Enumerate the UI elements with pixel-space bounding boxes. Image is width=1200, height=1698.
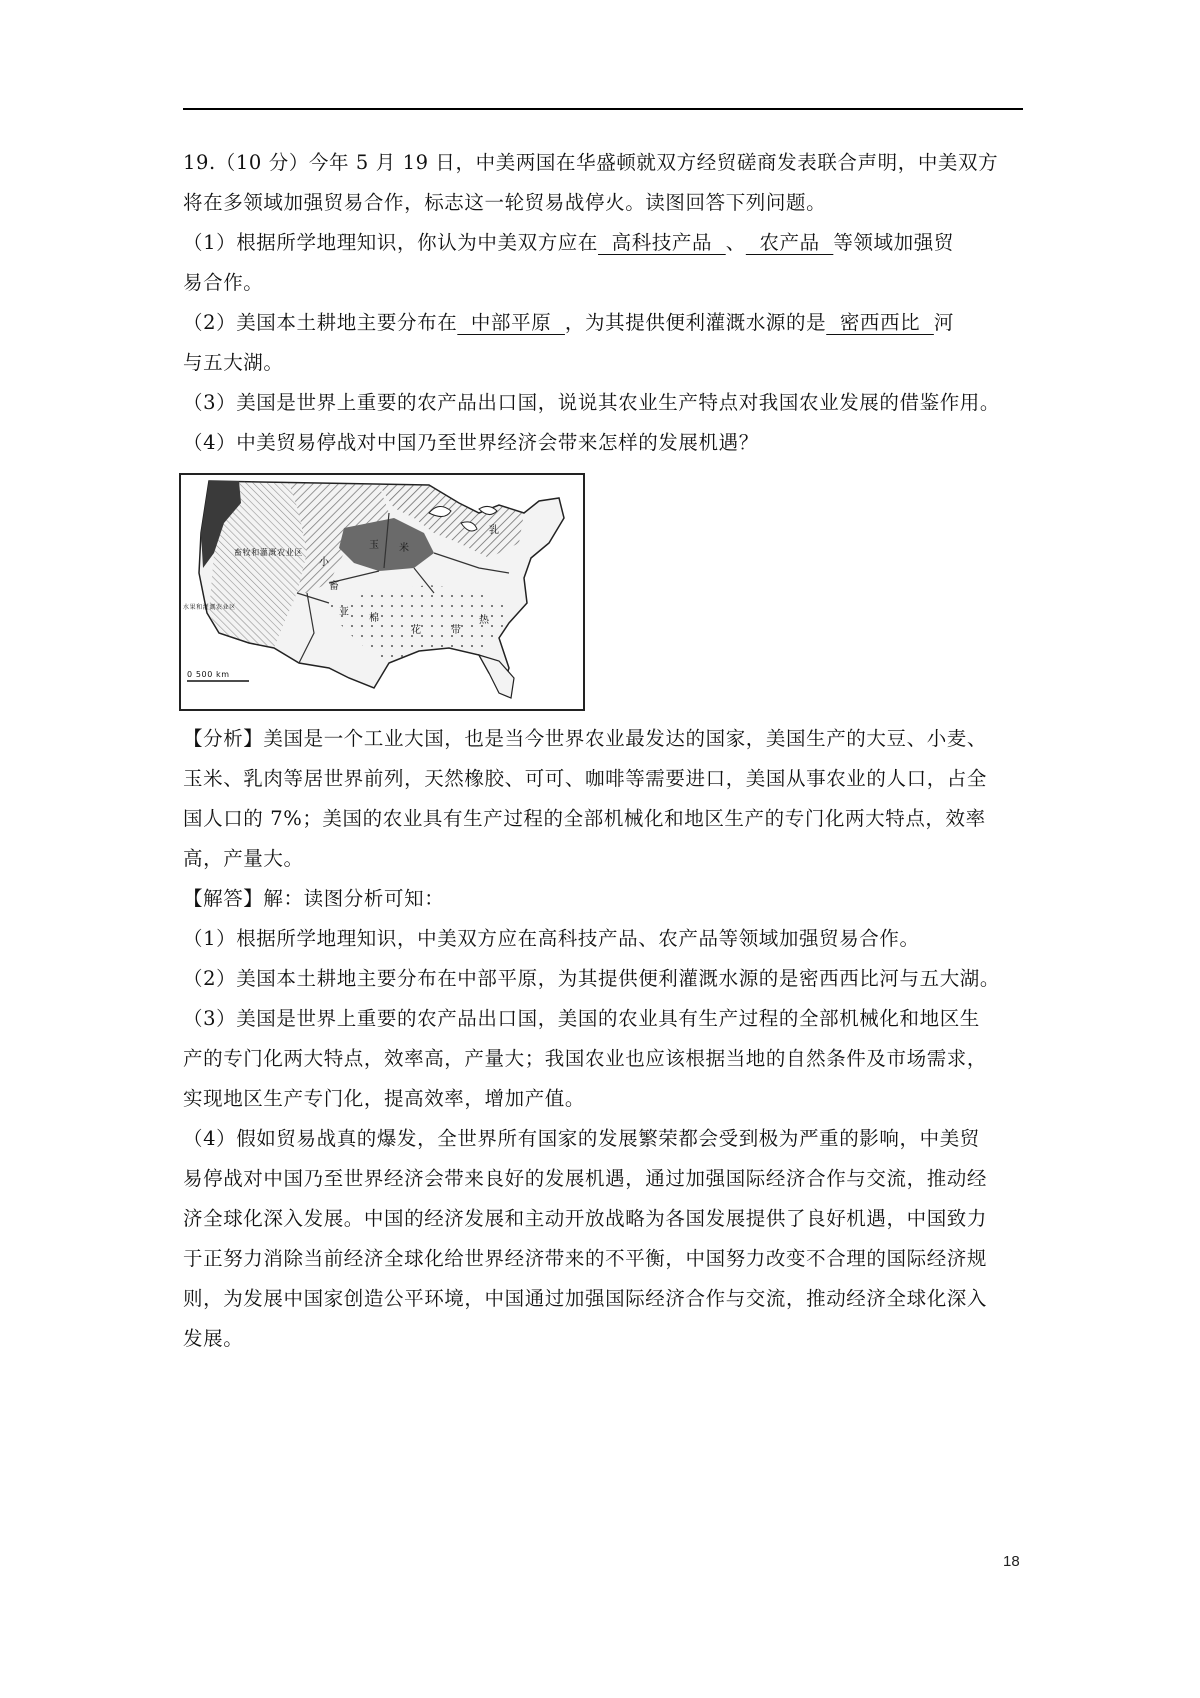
analysis-line4: 高，产量大。 [183, 847, 304, 870]
analysis-line2: 玉米、乳肉等居世界前列，天然橡胶、可可、咖啡等需要进口，美国从事农业的人口，占全 [183, 767, 988, 790]
label-west: 畜牧和灌溉农业区 [234, 548, 303, 557]
q1-prefix: （1）根据所学地理知识，你认为中美双方应在 [183, 231, 599, 254]
map-symbol-8: 乳 [489, 525, 500, 536]
answer-4-line1: （4）假如贸易战真的爆发，全世界所有国家的发展繁荣都会受到极为严重的影响，中美贸 [183, 1127, 980, 1150]
question-intro-line2: 将在多领域加强贸易合作，标志这一轮贸易战停火。读图回答下列问题。 [183, 191, 827, 214]
map-symbol-9: 畜 [329, 581, 340, 592]
q1-mid: 、 [725, 231, 746, 254]
q2-mid: ，为其提供便利灌溉水源的是 [564, 311, 827, 334]
header-rule [183, 108, 1023, 110]
map-symbol-6: 亚 [339, 607, 350, 618]
question-3: （3）美国是世界上重要的农产品出口国，说说其农业生产特点对我国农业发展的借鉴作用。 [183, 391, 1001, 414]
answer-4-line2: 易停战对中国乃至世界经济会带来良好的发展机遇，通过加强国际经济合作与交流，推动经 [183, 1167, 988, 1190]
map-symbol-2: 米 [399, 543, 410, 554]
answer-head: 【解答】解：读图分析可知： [183, 887, 445, 910]
q1-answer-blank-2: 农产品 [745, 231, 834, 254]
document-body [183, 143, 1028, 1359]
question-1-line2: 易合作。 [183, 271, 264, 294]
answer-3-line2: 产的专门化两大特点，效率高，产量大；我国农业也应该根据当地的自然条件及市场需求， [183, 1047, 988, 1070]
answer-3-line1: （3）美国是世界上重要的农产品出口国，美国的农业具有生产过程的全部机械化和地区生 [183, 1007, 980, 1030]
answer-4-line4: 于正努力消除当前经济全球化给世界经济带来的不平衡，中国努力改变不合理的国际经济规 [183, 1247, 988, 1270]
q2-answer-blank-2: 密西西比 [826, 311, 934, 334]
label-pacific: 水果和灌溉农业区 [183, 604, 236, 611]
question-2-line2: 与五大湖。 [183, 351, 284, 374]
question-2 [183, 303, 1028, 343]
scale-label: 0 500 km [187, 670, 230, 679]
q1-answer-blank-1: 高科技产品 [598, 231, 726, 254]
question-4: （4）中美贸易停战对中国乃至世界经济会带来怎样的发展机遇？ [183, 431, 759, 454]
analysis-line3: 国人口的 7%；美国的农业具有生产过程的全部机械化和地区生产的专门化两大特点，效率 [183, 807, 986, 830]
q2-suffix: 河 [933, 311, 954, 334]
question-intro-line1: 19.（10 分）今年 5 月 19 日，中美两国在华盛顿就双方经贸磋商发表联合声明，中美双方 [183, 151, 999, 174]
analysis-line1: 【分析】美国是一个工业大国，也是当今世界农业最发达的国家，美国生产的大豆、小麦、 [183, 727, 988, 750]
answer-4-line5: 则，为发展中国家创造公平环境，中国通过加强国际经济合作与交流，推动经济全球化深入 [183, 1287, 988, 1310]
map-symbol-7: 热 [479, 615, 490, 626]
map-symbol-4: 花 [411, 625, 422, 636]
us-agriculture-map [179, 473, 585, 711]
q2-prefix: （2）美国本土耕地主要分布在 [183, 311, 458, 334]
answer-1: （1）根据所学地理知识，中美双方应在高科技产品、农产品等领域加强贸易合作。 [183, 927, 920, 950]
answer-4-line6: 发展。 [183, 1327, 244, 1350]
answer-3-line3: 实现地区生产专门化，提高效率，增加产值。 [183, 1087, 586, 1110]
q2-answer-blank-1: 中部平原 [457, 311, 565, 334]
answer-4-line3: 济全球化深入发展。中国的经济发展和主动开放战略为各国发展提供了良好机遇，中国致力 [183, 1207, 988, 1230]
map-symbol-3: 棉 [369, 613, 380, 624]
answer-2: （2）美国本土耕地主要分布在中部平原，为其提供便利灌溉水源的是密西西比河与五大湖。 [183, 967, 1001, 990]
map-symbol-5: 带 [451, 625, 462, 636]
q1-suffix: 等领域加强贸 [833, 231, 954, 254]
map-symbol-1: 玉 [369, 540, 380, 551]
question-1 [183, 223, 1028, 263]
page-number: 18 [1003, 1553, 1020, 1570]
map-symbol-0: 小 [319, 557, 330, 568]
